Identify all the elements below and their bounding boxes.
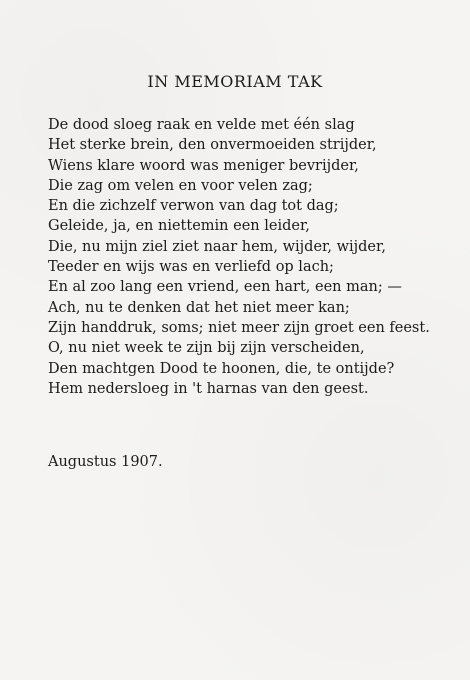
poem-line: Die zag om velen en voor velen zag; bbox=[48, 177, 313, 194]
poem-body bbox=[48, 115, 430, 399]
date-line: Augustus 1907. bbox=[48, 454, 163, 470]
poem-line: De dood sloeg raak en velde met één slag bbox=[48, 117, 355, 133]
poem-line: Zijn handdruk, soms; niet meer zijn groet een feest. bbox=[48, 319, 430, 336]
poem-line: O, nu niet week te zijn bij zijn verscheiden, bbox=[48, 340, 365, 357]
poem-line: En die zichzelf verwon van dag tot dag; bbox=[48, 198, 339, 215]
poem-line: En al zoo lang een vriend, een hart, een man; — bbox=[48, 279, 402, 296]
poem-line: Ach, nu te denken dat het niet meer kan; bbox=[48, 299, 350, 316]
poem-line: Teeder en wijs was en verliefd op lach; bbox=[48, 259, 334, 276]
poem-line: Die, nu mijn ziel ziet naar hem, wijder, wijder, bbox=[48, 238, 386, 255]
poem-title: IN MEMORIAM TAK bbox=[147, 72, 323, 91]
poem-line: Wiens klare woord was meniger bevrijder, bbox=[48, 157, 359, 174]
poem-line: Het sterke brein, den onvermoeiden strijder, bbox=[48, 137, 377, 154]
poem-line: Geleide, ja, en niettemin een leider, bbox=[48, 218, 310, 235]
poem-line: Hem nedersloeg in 't harnas van den geest. bbox=[48, 380, 369, 397]
poem-line: Den machtgen Dood te hoonen, die, te ontijde? bbox=[48, 360, 395, 377]
